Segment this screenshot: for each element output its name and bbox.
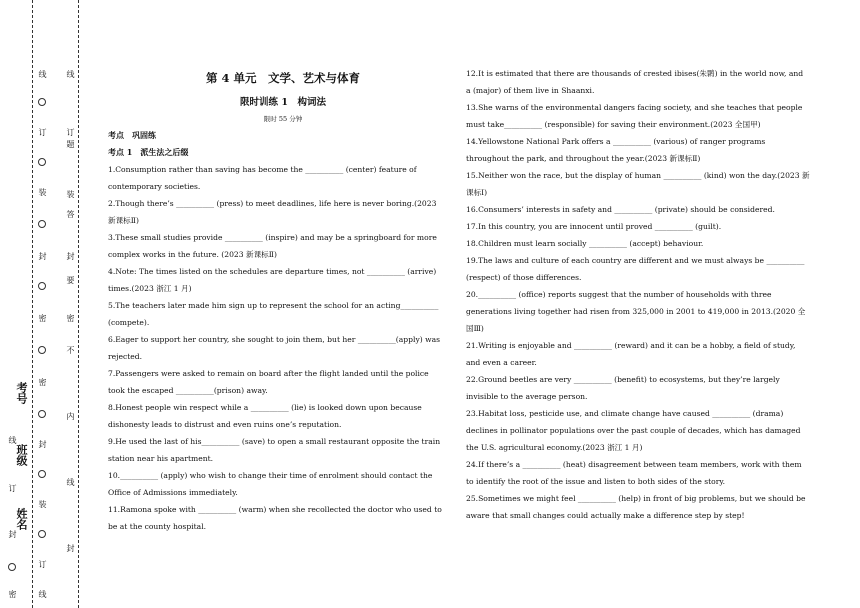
question-item: 15.Neither won the race, but the display of human __________ (kind) won the day.(2023 新课标Ⅰ) bbox=[466, 171, 810, 197]
question-item: 3.These small studies provide __________ (inspire) and may be a springboard for more complex works in the future. (2023 新课标Ⅱ) bbox=[108, 233, 437, 259]
seal-char: 装 bbox=[38, 500, 47, 508]
seal-char: 装 bbox=[66, 190, 75, 198]
seal-char: 订 bbox=[38, 560, 47, 568]
seal-circle bbox=[38, 158, 46, 166]
question-item: 1.Consumption rather than saving has become the __________ (center) feature of contemporary societies. bbox=[108, 165, 417, 191]
seal-char: 订 bbox=[66, 128, 75, 136]
seal-circle bbox=[38, 346, 46, 354]
seal-char: 封 bbox=[66, 544, 75, 552]
seal-char: 封 bbox=[8, 530, 17, 538]
seal-char: 装 bbox=[38, 188, 47, 196]
question-item: 12.It is estimated that there are thousands of crested ibises(朱鹮) in the world now, and a (major) of them live in Shaanxi. bbox=[466, 69, 804, 95]
name-label: 姓名 bbox=[15, 508, 28, 530]
exercise-title: 限时训练 1 构词法 bbox=[240, 97, 326, 108]
inner-dashed-line bbox=[78, 0, 79, 608]
time-limit: 限时 55 分钟 bbox=[263, 115, 303, 123]
seal-char: 内 bbox=[66, 412, 75, 420]
outer-dashed-line bbox=[32, 0, 33, 608]
question-item: 19.The laws and culture of each country are different and we must always be __________ (respect) of those differences. bbox=[466, 256, 805, 282]
question-item: 23.Habitat loss, pesticide use, and climate change have caused __________ (drama) declines in pollinator populations over the past couple of decades, which has damaged the U.S. agricultural economy.(2023 浙江 1 月) bbox=[466, 409, 801, 452]
seal-char: 线 bbox=[8, 436, 17, 444]
question-item: 14.Yellowstone National Park offers a __________ (various) of ranger programs throughout the park, and throughout the year.(2023 新课标Ⅱ) bbox=[466, 137, 766, 163]
unit-title: 第 4 单元 文学、艺术与体育 bbox=[205, 71, 360, 85]
question-item: 24.If there’s a __________ (heat) disagreement between team members, work with them to identify the root of the issue and listen to both sides of the story. bbox=[466, 460, 802, 486]
seal-char: 封 bbox=[66, 252, 75, 260]
exam-number-label: 考号 bbox=[15, 382, 28, 404]
question-item: 9.He used the last of his__________ (save) to open a small restaurant opposite the train station near his apartment. bbox=[108, 437, 441, 463]
question-item: 11.Ramona spoke with __________ (warm) when she recollected the doctor who used to be at the county hospital. bbox=[108, 505, 442, 531]
question-item: 4.Note: The times listed on the schedules are departure times, not __________ (arrive) times.(2023 浙江 1 月) bbox=[108, 267, 437, 293]
question-item: 7.Passengers were asked to remain on board after the flight landed until the police took the escaped __________(prison) away. bbox=[108, 369, 429, 395]
question-item: 21.Writing is enjoyable and __________ (reward) and it can be a hobby, a field of study, and even a career. bbox=[466, 341, 796, 367]
question-item: 8.Honest people win respect while a __________ (lie) is looked down upon because dishonesty leads to distrust and even ruins one’s reputation. bbox=[108, 403, 422, 429]
question-item: 18.Children must learn socially __________ (accept) behaviour. bbox=[466, 239, 704, 248]
seal-char: 线 bbox=[66, 70, 75, 78]
seal-char: 密 bbox=[66, 314, 75, 322]
left-question-column bbox=[108, 161, 442, 535]
subsection-heading: 考点 1 派生法之后缀 bbox=[108, 147, 189, 157]
section-heading: 考点 巩固练 bbox=[108, 130, 156, 140]
seal-char: 密 bbox=[8, 590, 17, 598]
seal-circle bbox=[38, 410, 46, 418]
seal-char: 线 bbox=[38, 590, 47, 598]
question-item: 5.The teachers later made him sign up to represent the school for an acting__________ (compete). bbox=[108, 301, 439, 327]
seal-circle bbox=[38, 470, 46, 478]
question-item: 6.Eager to support her country, she sought to join them, but her __________(apply) was rejected. bbox=[108, 335, 441, 361]
question-item: 2.Though there’s __________ (press) to meet deadlines, life here is never boring.(2023 新课标Ⅱ) bbox=[108, 199, 437, 225]
seal-char: 答 bbox=[66, 210, 75, 218]
seal-circle bbox=[38, 530, 46, 538]
seal-char: 封 bbox=[38, 252, 47, 260]
seal-circle bbox=[38, 282, 46, 290]
seal-char: 订 bbox=[38, 128, 47, 136]
question-item: 10.__________ (apply) who wish to change their time of enrolment should contact the Office of Admissions immediately. bbox=[108, 471, 433, 497]
question-item: 13.She warns of the environmental dangers facing society, and she teaches that people must take__________ (responsible) for saving their environment.(2023 全国甲) bbox=[466, 103, 803, 129]
seal-char: 题 bbox=[66, 140, 75, 148]
question-item: 22.Ground beetles are very __________ (benefit) to ecosystems, but they’re largely invisible to the average person. bbox=[466, 375, 780, 401]
question-item: 17.In this country, you are innocent until proved __________ (guilt). bbox=[466, 222, 722, 231]
seal-char: 密 bbox=[38, 314, 47, 322]
seal-circle bbox=[38, 98, 46, 106]
seal-char: 密 bbox=[38, 378, 47, 386]
seal-char: 线 bbox=[38, 70, 47, 78]
seal-char: 要 bbox=[66, 276, 75, 284]
seal-char: 订 bbox=[8, 484, 17, 492]
seal-char: 线 bbox=[66, 478, 75, 486]
seal-char: 封 bbox=[38, 440, 47, 448]
class-label: 班级 bbox=[15, 444, 28, 466]
question-item: 20.__________ (office) reports suggest that the number of households with three generations living together had risen from 325,000 in 2001 to 419,000 in 2013.(2020 全国Ⅲ) bbox=[466, 290, 806, 333]
right-question-column bbox=[466, 65, 810, 524]
seal-char: 不 bbox=[66, 346, 75, 354]
seal-circle bbox=[38, 220, 46, 228]
seal-circle bbox=[8, 563, 16, 571]
question-item: 25.Sometimes we might feel __________ (help) in front of big problems, but we should be aware that small changes could actually make a difference step by step! bbox=[466, 494, 806, 520]
question-item: 16.Consumers’ interests in safety and __________ (private) should be considered. bbox=[466, 205, 775, 214]
